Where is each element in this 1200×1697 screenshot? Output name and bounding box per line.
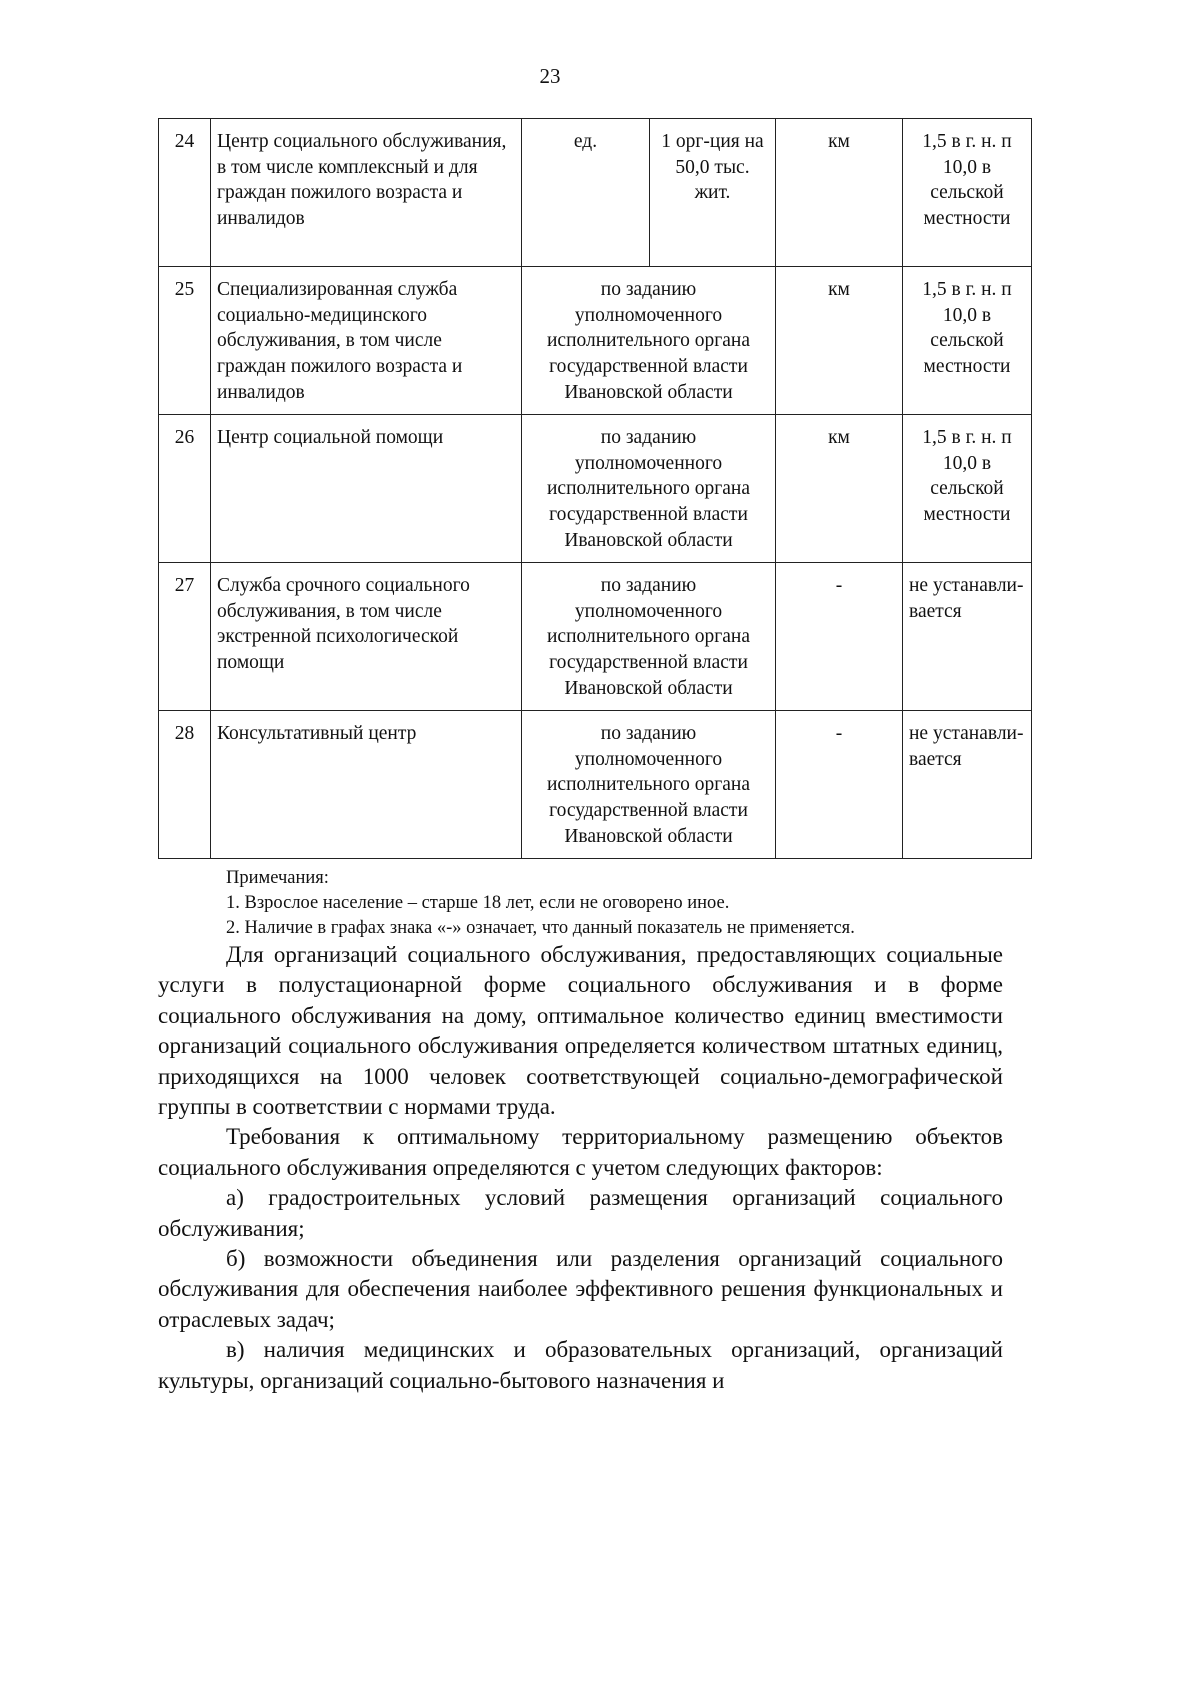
merged-norm-cell: по заданию уполномоченного исполнительного органа государственной власти Ивановской области [522,711,776,859]
table-row [159,267,1032,415]
body-text [158,940,1003,1396]
access-value-cell: 1,5 в г. н. п 10,0 в сельской местности [903,415,1032,563]
merged-norm-cell: по заданию уполномоченного исполнительного органа государственной власти Ивановской области [522,415,776,563]
facility-name: Консультативный центр [211,711,522,859]
facility-name: Служба срочного социального обслуживания, в том числе экстренной психологической помощи [211,563,522,711]
table-row [159,415,1032,563]
note-item: 2. Наличие в графах знака «-» означает, что данный показатель не применяется. [226,918,855,938]
access-unit-cell: км [776,119,903,267]
table-row [159,119,1032,267]
table-row [159,563,1032,711]
row-number: 28 [159,711,211,859]
access-value-cell: не устанавли-вается [903,563,1032,711]
access-unit-cell: км [776,267,903,415]
notes-title: Примечания: [226,868,329,888]
paragraph: Требования к оптимальному территориальному размещению объектов социального обслуживания определяются с учетом следующих факторов: [158,1124,1003,1180]
access-value-cell: 1,5 в г. н. п 10,0 в сельской местности [903,267,1032,415]
access-value-cell: 1,5 в г. н. п 10,0 в сельской местности [903,119,1032,267]
merged-norm-cell: по заданию уполномоченного исполнительного органа государственной власти Ивановской области [522,563,776,711]
norms-table [158,118,1032,859]
paragraph: а) градостроительных условий размещения организаций социального обслуживания; [158,1185,1003,1241]
row-number: 25 [159,267,211,415]
norm-value-cell: 1 орг-ция на 50,0 тыс. жит. [650,119,776,267]
access-unit-cell: - [776,711,903,859]
page-number: 23 [539,64,561,88]
table-row [159,711,1032,859]
note-item: 1. Взрослое население – старше 18 лет, если не оговорено иное. [226,893,730,913]
access-unit-cell: км [776,415,903,563]
row-number: 26 [159,415,211,563]
access-value-cell: не устанавли-вается [903,711,1032,859]
notes-block [226,866,855,941]
facility-name: Центр социальной помощи [211,415,522,563]
access-unit-cell: - [776,563,903,711]
merged-norm-cell: по заданию уполномоченного исполнительного органа государственной власти Ивановской области [522,267,776,415]
paragraph: в) наличия медицинских и образовательных организаций, организаций культуры, организаций социально-бытового назначения и [158,1337,1003,1393]
facility-name: Специализированная служба социально-медицинского обслуживания, в том числе граждан пожилого возраста и инвалидов [211,267,522,415]
unit-cell: ед. [522,119,650,267]
row-number: 27 [159,563,211,711]
paragraph: б) возможности объединения или разделения организаций социального обслуживания для обеспечения наиболее эффективного решения функциональных и отраслевых задач; [158,1246,1003,1332]
row-number: 24 [159,119,211,267]
paragraph: Для организаций социального обслуживания, предоставляющих социальные услуги в полустационарной форме социального обслуживания и в форме социального обслуживания на дому, оптимальное количество единиц вместимости организаций социального обслуживания определяется количеством штатных единиц, приходящихся на 1000 человек соответствующей социально-демографической группы в соответствии с нормами труда. [158,942,1003,1120]
facility-name: Центр социального обслуживания, в том числе комплексный и для граждан пожилого возраста и инвалидов [211,119,522,267]
